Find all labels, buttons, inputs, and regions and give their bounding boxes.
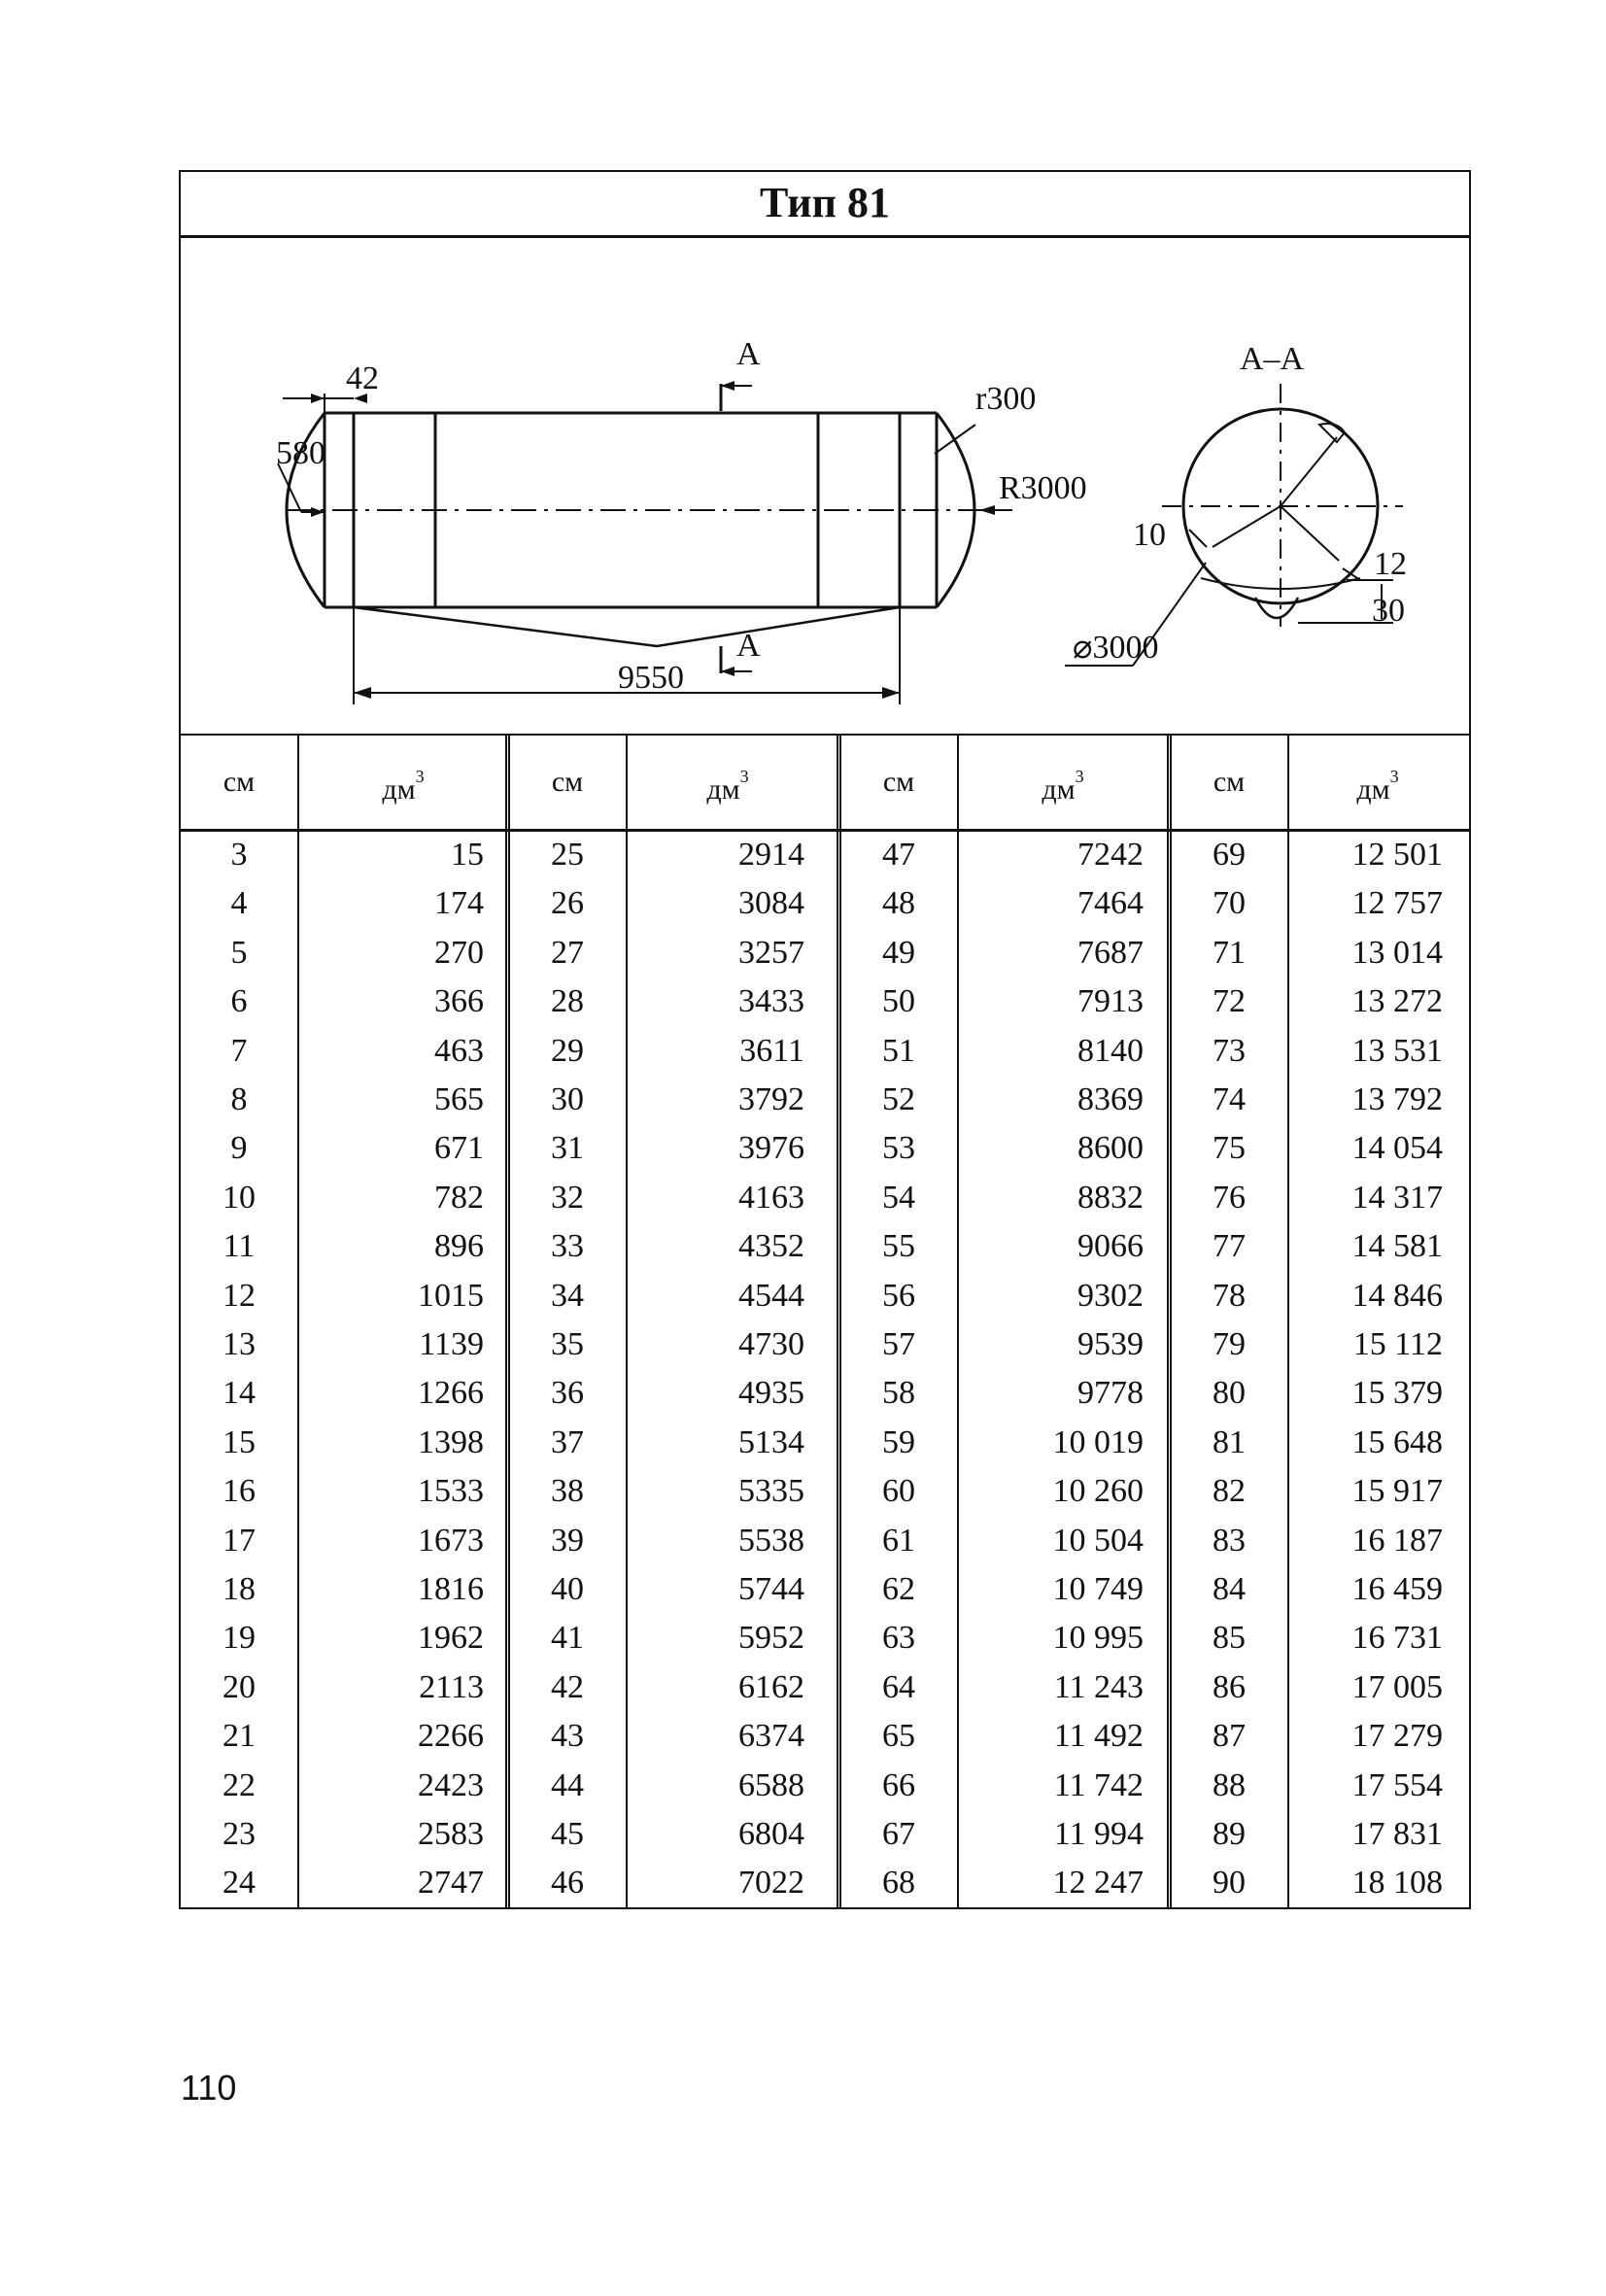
cell-cm: 42 (551, 1668, 584, 1705)
header-dm3 (1287, 736, 1468, 829)
cell-dm3: 17 554 (1351, 1766, 1443, 1803)
cell-dm3: 17 005 (1351, 1668, 1443, 1705)
cell-cm: 8 (230, 1081, 248, 1117)
cell-dm3: 15 (451, 837, 484, 873)
cell-dm3: 15 648 (1351, 1423, 1443, 1460)
cell-dm3: 6374 (738, 1718, 804, 1755)
cell-dm3: 13 531 (1351, 1032, 1443, 1069)
cell-cm: 22 (222, 1766, 256, 1803)
cell-dm3: 9539 (1077, 1326, 1144, 1362)
cell-cm: 24 (222, 1865, 256, 1902)
cell-dm3: 12 757 (1351, 885, 1443, 922)
cell-cm: 90 (1213, 1865, 1246, 1902)
cell-cm: 16 (222, 1473, 256, 1510)
cell-cm: 72 (1213, 983, 1246, 1020)
cell-dm3: 14 317 (1351, 1179, 1443, 1216)
cell-dm3: 17 831 (1351, 1816, 1443, 1852)
header-cm: см (882, 766, 915, 798)
cell-cm: 81 (1213, 1423, 1246, 1460)
cell-cm: 14 (222, 1375, 256, 1412)
cell-cm: 64 (882, 1668, 915, 1705)
header-cm: см (551, 766, 584, 798)
cell-dm3: 174 (434, 885, 484, 922)
cell-cm: 6 (230, 983, 248, 1020)
cell-cm: 70 (1213, 885, 1246, 922)
cell-dm3: 1962 (418, 1620, 484, 1657)
cell-dm3: 10 995 (1052, 1620, 1144, 1657)
tank-side-view (278, 381, 1012, 704)
cell-dm3: 4935 (738, 1375, 804, 1412)
header-divider (181, 829, 1469, 832)
tank-drawing-svg (181, 238, 1469, 734)
header-dm3 (957, 736, 1169, 829)
cell-cm: 34 (551, 1277, 584, 1314)
cell-dm3: 5335 (738, 1473, 804, 1510)
cell-dm3: 565 (434, 1081, 484, 1117)
cell-cm: 86 (1213, 1668, 1246, 1705)
cell-dm3: 1533 (418, 1473, 484, 1510)
cell-dm3: 10 504 (1052, 1522, 1144, 1559)
cell-dm3: 8832 (1077, 1179, 1144, 1216)
cell-cm: 48 (882, 885, 915, 922)
cell-dm3: 13 272 (1351, 983, 1443, 1020)
cell-cm: 13 (222, 1326, 256, 1362)
cell-dm3: 14 846 (1351, 1277, 1443, 1314)
section-a-bottom-label: A (736, 628, 761, 664)
tank-drawing (181, 238, 1469, 736)
cell-dm3: 366 (434, 983, 484, 1020)
cell-cm: 49 (882, 934, 915, 971)
cell-dm3: 5134 (738, 1423, 804, 1460)
cell-cm: 55 (882, 1228, 915, 1265)
dim-9550-label: 9550 (618, 660, 684, 696)
cell-cm: 80 (1213, 1375, 1246, 1412)
dim-r300-label: r300 (975, 381, 1037, 417)
cell-cm: 7 (230, 1032, 248, 1069)
cell-dm3: 3792 (738, 1081, 804, 1117)
cell-cm: 20 (222, 1668, 256, 1705)
cell-dm3: 7022 (738, 1865, 804, 1902)
cell-cm: 5 (230, 934, 248, 971)
header-dm-text: дм (1356, 773, 1390, 805)
cell-cm: 25 (551, 837, 584, 873)
page-title: Тип 81 (181, 172, 1469, 238)
cell-cm: 53 (882, 1130, 915, 1167)
cell-cm: 3 (230, 837, 248, 873)
cell-dm3: 15 379 (1351, 1375, 1443, 1412)
cell-cm: 31 (551, 1130, 584, 1167)
header-dm-text: дм (1042, 773, 1076, 805)
cell-dm3: 3084 (738, 885, 804, 922)
cell-cm: 85 (1213, 1620, 1246, 1657)
cell-dm3: 16 459 (1351, 1571, 1443, 1607)
cell-cm: 26 (551, 885, 584, 922)
cell-dm3: 2583 (418, 1816, 484, 1852)
cell-dm3: 12 247 (1052, 1865, 1144, 1902)
cell-dm3: 1015 (418, 1277, 484, 1314)
cell-dm3: 3433 (738, 983, 804, 1020)
dim-580-label: 580 (276, 435, 325, 471)
cell-dm3: 7464 (1077, 885, 1144, 922)
cell-dm3: 14 054 (1351, 1130, 1443, 1167)
cell-cm: 12 (222, 1277, 256, 1314)
page-number: 110 (181, 2068, 237, 2108)
cell-dm3: 6804 (738, 1816, 804, 1852)
cell-cm: 33 (551, 1228, 584, 1265)
cell-dm3: 2747 (418, 1865, 484, 1902)
cell-dm3: 5744 (738, 1571, 804, 1607)
cell-dm3: 2266 (418, 1718, 484, 1755)
cell-dm3: 671 (434, 1130, 484, 1167)
cell-cm: 56 (882, 1277, 915, 1314)
cell-dm3: 4730 (738, 1326, 804, 1362)
cell-cm: 43 (551, 1718, 584, 1755)
cell-cm: 68 (882, 1865, 915, 1902)
cell-dm3: 3257 (738, 934, 804, 971)
cell-cm: 4 (230, 885, 248, 922)
cell-dm3: 8140 (1077, 1032, 1144, 1069)
cell-cm: 15 (222, 1423, 256, 1460)
cell-cm: 41 (551, 1620, 584, 1657)
cell-cm: 76 (1213, 1179, 1246, 1216)
section-aa-label: A–A (1240, 341, 1305, 377)
cell-dm3: 1673 (418, 1522, 484, 1559)
cell-cm: 60 (882, 1473, 915, 1510)
cell-cm: 59 (882, 1423, 915, 1460)
cell-cm: 75 (1213, 1130, 1246, 1167)
cell-dm3: 8369 (1077, 1081, 1144, 1117)
cell-dm3: 5538 (738, 1522, 804, 1559)
dim-r3000-label: R3000 (999, 470, 1087, 506)
cell-cm: 17 (222, 1522, 256, 1559)
cell-cm: 67 (882, 1816, 915, 1852)
cell-dm3: 2423 (418, 1766, 484, 1803)
cell-dm3: 270 (434, 934, 484, 971)
cell-dm3: 463 (434, 1032, 484, 1069)
cell-cm: 54 (882, 1179, 915, 1216)
cell-cm: 35 (551, 1326, 584, 1362)
dim-30-label: 30 (1372, 593, 1405, 629)
cell-dm3: 17 279 (1351, 1718, 1443, 1755)
cell-cm: 32 (551, 1179, 584, 1216)
cell-dm3: 6588 (738, 1766, 804, 1803)
cell-cm: 29 (551, 1032, 584, 1069)
cell-dm3: 1398 (418, 1423, 484, 1460)
cell-dm3: 15 917 (1351, 1473, 1443, 1510)
cell-cm: 46 (551, 1865, 584, 1902)
cell-cm: 58 (882, 1375, 915, 1412)
cell-cm: 66 (882, 1766, 915, 1803)
cell-cm: 30 (551, 1081, 584, 1117)
cell-dm3: 13 792 (1351, 1081, 1443, 1117)
cell-cm: 10 (222, 1179, 256, 1216)
cell-cm: 45 (551, 1816, 584, 1852)
cell-dm3: 4163 (738, 1179, 804, 1216)
cell-cm: 11 (222, 1228, 256, 1265)
cell-cm: 89 (1213, 1816, 1246, 1852)
header-cm: см (1213, 766, 1246, 798)
dim-10-label: 10 (1133, 517, 1166, 553)
cell-dm3: 4352 (738, 1228, 804, 1265)
cell-cm: 87 (1213, 1718, 1246, 1755)
cell-dm3: 1266 (418, 1375, 484, 1412)
dim-42-label: 42 (346, 360, 379, 396)
cell-dm3: 10 019 (1052, 1423, 1144, 1460)
cell-cm: 63 (882, 1620, 915, 1657)
dim-diameter-label: ⌀3000 (1073, 630, 1159, 666)
table-frame (179, 170, 1471, 1909)
cell-dm3: 9778 (1077, 1375, 1144, 1412)
cell-dm3: 9302 (1077, 1277, 1144, 1314)
cell-cm: 73 (1213, 1032, 1246, 1069)
cell-dm3: 7687 (1077, 934, 1144, 971)
volume-table (181, 736, 1469, 1907)
cell-cm: 78 (1213, 1277, 1246, 1314)
cell-cm: 74 (1213, 1081, 1246, 1117)
header-dm3 (297, 736, 509, 829)
cell-dm3: 2113 (419, 1668, 484, 1705)
cell-cm: 47 (882, 837, 915, 873)
cell-dm3: 11 492 (1053, 1718, 1144, 1755)
cell-cm: 36 (551, 1375, 584, 1412)
cell-dm3: 7913 (1077, 983, 1144, 1020)
cell-cm: 18 (222, 1571, 256, 1607)
cell-cm: 61 (882, 1522, 915, 1559)
cell-dm3: 14 581 (1351, 1228, 1443, 1265)
cell-dm3: 782 (434, 1179, 484, 1216)
cell-cm: 23 (222, 1816, 256, 1852)
cell-cm: 21 (222, 1718, 256, 1755)
cell-cm: 79 (1213, 1326, 1246, 1362)
cell-dm3: 11 994 (1053, 1816, 1144, 1852)
cell-cm: 27 (551, 934, 584, 971)
cell-dm3: 4544 (738, 1277, 804, 1314)
header-dm3 (626, 736, 830, 829)
dim-12-label: 12 (1374, 546, 1407, 582)
header-dm-text: дм (706, 773, 740, 805)
cell-dm3: 10 749 (1052, 1571, 1144, 1607)
cell-dm3: 11 243 (1053, 1668, 1144, 1705)
cell-cm: 65 (882, 1718, 915, 1755)
header-cm: см (222, 766, 256, 798)
cell-cm: 50 (882, 983, 915, 1020)
cell-cm: 69 (1213, 837, 1246, 873)
cell-dm3: 11 742 (1053, 1766, 1144, 1803)
cell-cm: 38 (551, 1473, 584, 1510)
cell-cm: 88 (1213, 1766, 1246, 1803)
cell-cm: 9 (230, 1130, 248, 1167)
cell-cm: 28 (551, 983, 584, 1020)
cell-dm3: 3976 (738, 1130, 804, 1167)
section-a-top-label: A (736, 336, 761, 372)
cell-cm: 44 (551, 1766, 584, 1803)
cell-cm: 82 (1213, 1473, 1246, 1510)
cell-cm: 52 (882, 1081, 915, 1117)
cell-dm3: 896 (434, 1228, 484, 1265)
cell-dm3: 1816 (418, 1571, 484, 1607)
cell-cm: 40 (551, 1571, 584, 1607)
cell-cm: 37 (551, 1423, 584, 1460)
cell-cm: 51 (882, 1032, 915, 1069)
cell-dm3: 15 112 (1352, 1326, 1443, 1362)
cell-dm3: 5952 (738, 1620, 804, 1657)
cell-cm: 57 (882, 1326, 915, 1362)
cell-dm3: 16 731 (1351, 1620, 1443, 1657)
header-dm-sup: 3 (1075, 767, 1084, 786)
cell-cm: 77 (1213, 1228, 1246, 1265)
cell-dm3: 7242 (1077, 837, 1144, 873)
cell-dm3: 18 108 (1351, 1865, 1443, 1902)
header-dm-text: дм (382, 773, 416, 805)
cell-dm3: 3611 (739, 1032, 804, 1069)
cell-cm: 84 (1213, 1571, 1246, 1607)
cell-cm: 71 (1213, 934, 1246, 971)
cell-dm3: 1139 (419, 1326, 484, 1362)
cell-cm: 39 (551, 1522, 584, 1559)
header-dm-sup: 3 (415, 767, 425, 786)
header-dm-sup: 3 (739, 767, 749, 786)
cell-dm3: 2914 (738, 837, 804, 873)
cell-cm: 62 (882, 1571, 915, 1607)
cell-dm3: 16 187 (1351, 1522, 1443, 1559)
cell-cm: 83 (1213, 1522, 1246, 1559)
tank-section-view (1065, 384, 1403, 666)
cell-dm3: 13 014 (1351, 934, 1443, 971)
cell-cm: 19 (222, 1620, 256, 1657)
cell-dm3: 9066 (1077, 1228, 1144, 1265)
cell-dm3: 10 260 (1052, 1473, 1144, 1510)
header-dm-sup: 3 (1389, 767, 1399, 786)
cell-dm3: 12 501 (1351, 837, 1443, 873)
cell-dm3: 6162 (738, 1668, 804, 1705)
cell-dm3: 8600 (1077, 1130, 1144, 1167)
